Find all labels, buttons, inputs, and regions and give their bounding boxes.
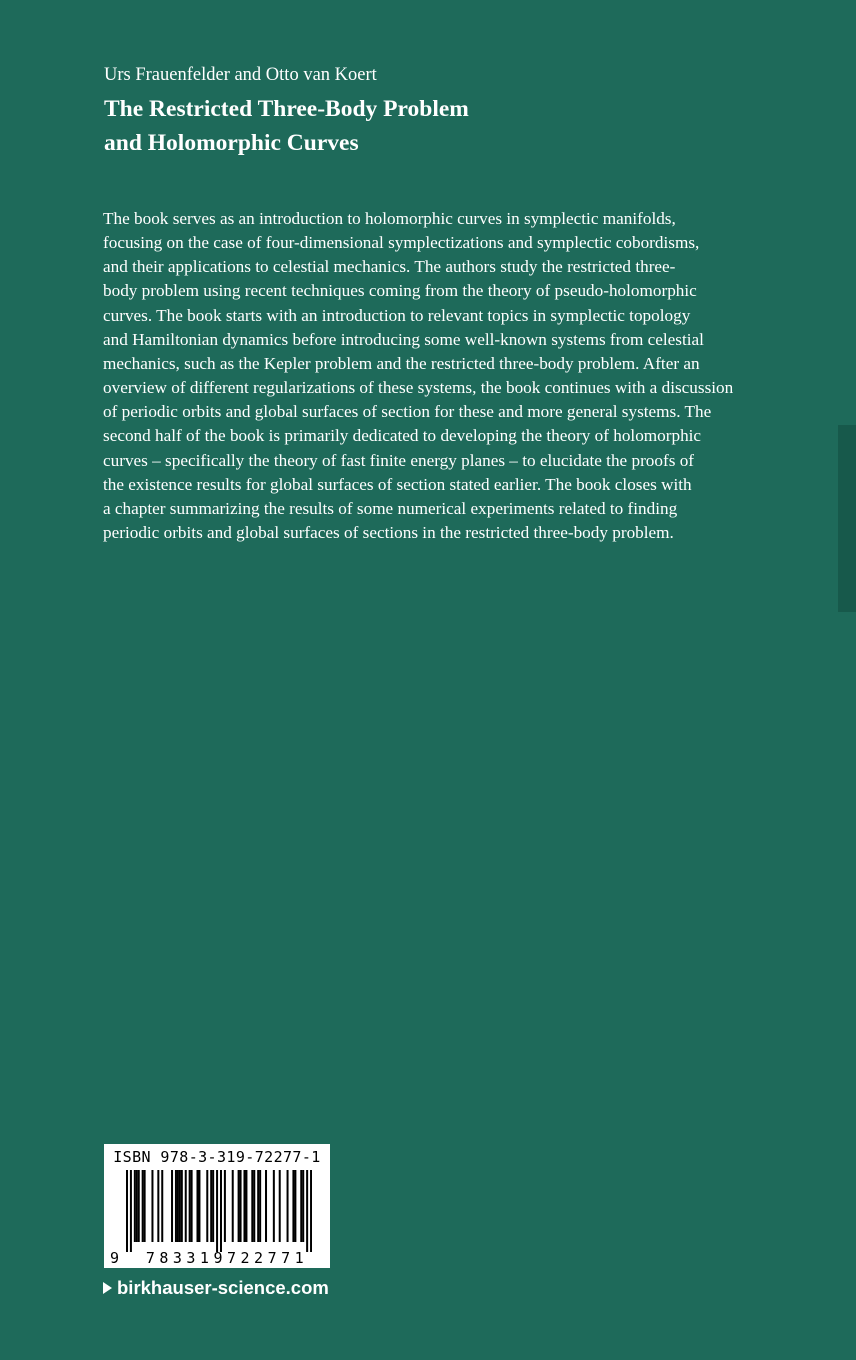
barcode-bar: [212, 1170, 214, 1242]
barcode-digits: [110, 1249, 324, 1267]
barcode-bar: [240, 1170, 242, 1242]
isbn-label: ISBN 978-3-319-72277-1: [113, 1148, 321, 1166]
barcode-bar: [294, 1170, 296, 1242]
barcode-bar: [161, 1170, 163, 1242]
description-line: periodic orbits and global surfaces of sections in the restricted three-body problem.: [103, 523, 674, 543]
barcode-bar: [253, 1170, 255, 1242]
book-description: [103, 207, 763, 545]
barcode-bar: [243, 1170, 245, 1242]
barcode-bar: [191, 1170, 193, 1242]
barcode-bar: [300, 1170, 302, 1242]
barcode-guard-bar: [126, 1170, 128, 1252]
barcode-bar: [257, 1170, 259, 1242]
barcode-bar: [259, 1170, 261, 1242]
barcode-bars: [126, 1170, 312, 1252]
barcode-bar: [224, 1170, 226, 1242]
barcode-bar: [144, 1170, 146, 1242]
publisher-url: birkhauser-science.com: [117, 1277, 329, 1298]
barcode-bar: [138, 1170, 140, 1242]
title-line: The Restricted Three-Body Problem: [104, 96, 469, 122]
barcode-bar: [142, 1170, 144, 1242]
cover-header: [104, 62, 744, 160]
description-line: focusing on the case of four-dimensional symplectizations and symplectic cobordisms,: [103, 233, 700, 253]
barcode-bar: [179, 1170, 181, 1242]
description-line: body problem using recent techniques coming from the theory of pseudo-holomorphic: [103, 281, 697, 301]
description-line: second half of the book is primarily dedicated to developing the theory of holomorphic: [103, 426, 702, 446]
description-line: of periodic orbits and global surfaces of section for these and more general systems. The: [103, 402, 712, 422]
barcode-bar: [181, 1170, 183, 1242]
barcode-bar: [245, 1170, 247, 1242]
description-line: mechanics, such as the Kepler problem and the restricted three-body problem. After an: [103, 353, 700, 373]
barcode-bar: [292, 1170, 294, 1242]
arrow-right-icon: [103, 1282, 112, 1294]
barcode-bar: [151, 1170, 153, 1242]
publisher-link[interactable]: [103, 1276, 329, 1300]
barcode-bar: [279, 1170, 281, 1242]
barcode-bar: [265, 1170, 267, 1242]
barcode-bar: [238, 1170, 240, 1242]
barcode-guard-bar: [216, 1170, 218, 1252]
barcode-bar: [157, 1170, 159, 1242]
description-line: curves. The book starts with an introduction to relevant topics in symplectic topology: [103, 305, 691, 325]
barcode-bar: [287, 1170, 289, 1242]
barcode-bar: [251, 1170, 253, 1242]
spine-tab: [838, 425, 856, 612]
barcode-bar: [196, 1170, 198, 1242]
book-title: [104, 92, 744, 160]
barcode-number: 783319722771: [145, 1249, 309, 1267]
barcode-bar: [136, 1170, 138, 1242]
barcode-guard-bar: [310, 1170, 312, 1252]
description-line: the existence results for global surfaces of section stated earlier. The book closes with: [103, 474, 692, 494]
description-line: and Hamiltonian dynamics before introducing some well-known systems from celestial: [103, 329, 704, 349]
description-line: overview of different regularizations of these systems, the book continues with a discussion: [103, 378, 734, 398]
barcode-bar: [171, 1170, 173, 1242]
barcode-bar: [198, 1170, 200, 1242]
barcode-bar: [185, 1170, 187, 1242]
isbn-barcode: [104, 1144, 330, 1268]
barcode-bar: [177, 1170, 179, 1242]
title-line: and Holomorphic Curves: [104, 130, 359, 156]
barcode-bar: [232, 1170, 234, 1242]
barcode-guard-bar: [130, 1170, 132, 1252]
barcode-bar: [134, 1170, 136, 1242]
description-line: and their applications to celestial mechanics. The authors study the restricted three-: [103, 257, 676, 277]
barcode-bar: [302, 1170, 304, 1242]
description-line: The book serves as an introduction to holomorphic curves in symplectic manifolds,: [103, 209, 676, 228]
barcode-bar: [273, 1170, 275, 1242]
description-line: curves – specifically the theory of fast finite energy planes – to elucidate the proofs of: [103, 450, 695, 470]
barcode-guard-bar: [220, 1170, 222, 1252]
barcode-bar: [189, 1170, 191, 1242]
barcode-bar: [206, 1170, 208, 1242]
barcode-first-digit: 9: [110, 1249, 120, 1267]
authors: Urs Frauenfelder and Otto van Koert: [104, 65, 377, 85]
barcode-guard-bar: [306, 1170, 308, 1252]
description-line: a chapter summarizing the results of some numerical experiments related to finding: [103, 498, 678, 518]
barcode-bar: [210, 1170, 212, 1242]
barcode-bar: [175, 1170, 177, 1242]
